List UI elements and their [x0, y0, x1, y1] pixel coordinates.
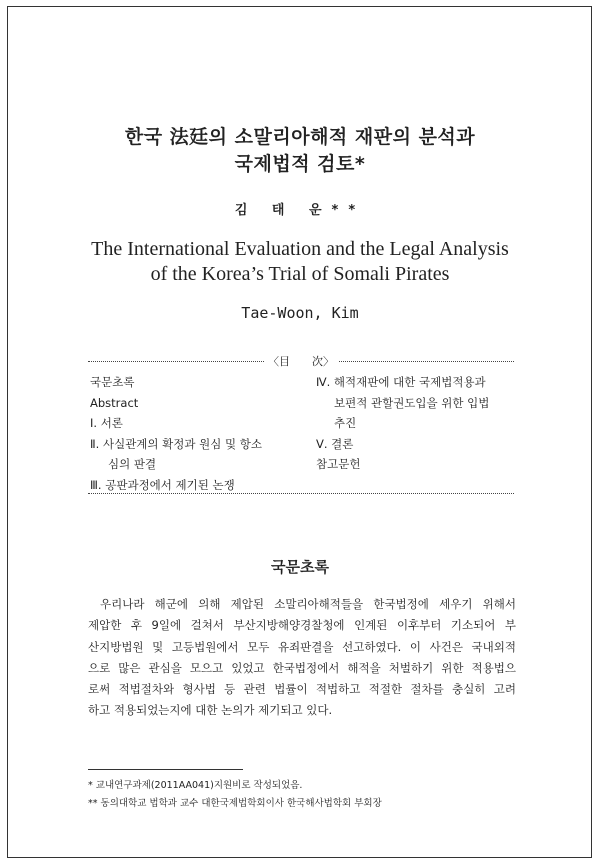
title-en-line1: The International Evaluation and the Legal Analysis: [91, 238, 509, 260]
section-heading-abstract: 국문초록: [271, 558, 329, 576]
footnote-divider: [88, 769, 243, 770]
table-of-contents: [88, 355, 514, 494]
toc-item-international-law-cont2[interactable]: 추진: [334, 416, 357, 430]
toc-item-trial-disputes[interactable]: Ⅲ. 공판과정에서 제기된 논쟁: [90, 477, 235, 492]
abstract-paragraph: [88, 594, 516, 722]
abstract-line: 우리나라 해군에 의해 제압된 소말리아해적들을 한국법정에 세우기 위해서: [100, 597, 516, 611]
toc-left-column: [90, 372, 305, 495]
abstract-line: 제압한 후 9일에 걸쳐서 부산지방해양경찰청에 인계된 이후부터 기소되어 부: [88, 618, 516, 633]
abstract-line: 산지방법원 및 고등법원에서 모두 유죄판결을 선고하였다. 이 사건은 국내외적: [88, 639, 516, 654]
toc-item-international-law[interactable]: Ⅳ. 해적재판에 대한 국제법적용과: [316, 375, 486, 389]
toc-header: 〈目 次〉: [264, 355, 338, 368]
toc-right-column: [316, 372, 514, 475]
toc-item-introduction[interactable]: Ⅰ. 서론: [90, 416, 123, 430]
toc-item-international-law-cont1[interactable]: 보편적 관할권도입을 위한 입법: [334, 395, 490, 410]
title-en-line2: of the Korea’s Trial of Somali Pirates: [150, 263, 450, 285]
toc-item-facts-and-judgment-cont[interactable]: 심의 판결: [108, 457, 157, 471]
footnote-1: * 교내연구과제(2011AA041)지원비로 작성되었음.: [88, 780, 303, 791]
abstract-line: 으로 많은 관심을 모으고 있었고 한국법정에서 해적을 처벌하기 위한 적용법으: [88, 660, 516, 675]
footnote-2: ** 동의대학교 법학과 교수 대한국제법학회이사 한국해사법학회 부회장: [88, 798, 382, 809]
toc-item-abstract-en[interactable]: Abstract: [90, 395, 139, 410]
toc-item-references[interactable]: 참고문헌: [316, 457, 361, 471]
toc-item-facts-and-judgment[interactable]: Ⅱ. 사실관계의 확정과 원심 및 항소: [90, 436, 263, 451]
abstract-line: 로써 적법절차와 형사법 등 관련 법률이 적법하고 적절한 절차를 충실히 고려: [88, 682, 516, 697]
toc-item-conclusion[interactable]: Ⅴ. 결론: [316, 436, 354, 451]
title-ko-line2: 국제법적 검토*: [234, 153, 366, 175]
title-ko-line1: 한국 法廷의 소말리아해적 재판의 분석과: [124, 126, 476, 148]
toc-item-abstract-ko[interactable]: 국문초록: [90, 375, 135, 389]
author-ko: 김 태 운**: [234, 203, 366, 218]
author-en: Tae-Woon, Kim: [241, 304, 359, 322]
abstract-line: 하고 적용되었는지에 대한 논의가 제기되고 있다.: [88, 703, 333, 718]
